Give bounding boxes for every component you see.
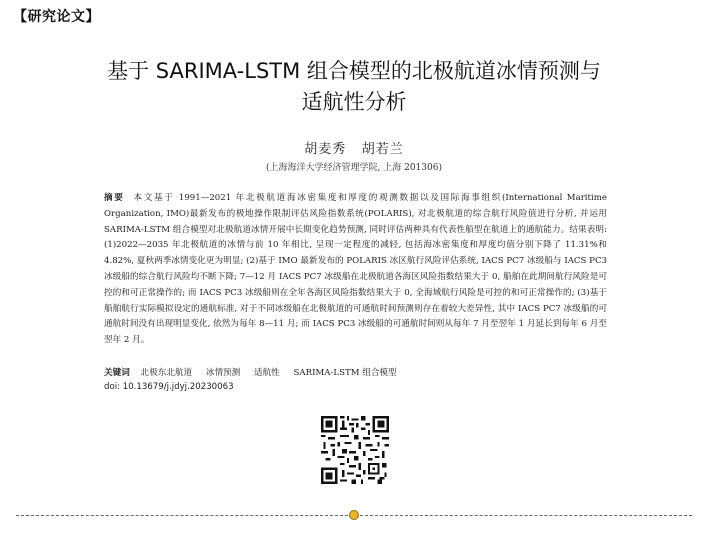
keyword: 适航性 (253, 368, 280, 378)
abstract-text: 本文基于 1991—2021 年北极航道海冰密集度和厚度的观测数据以及国际海事组织(International Maritime Organization, IMO)最新发布的极地操作限制评估风险指数系统(POLARIS), 对北极航道的综合航行风险值进行分析, 并运用 SARIMA-LSTM 组合模型对北极航道冰情开展中长期变化趋势预测, 同时评估两种具有代表性船型在航道上的通航能力。结果表明: (1)2022—2035 年北极航道的冰情与前 10 年相比, 呈现一定程度的减轻, 包括海冰密集度和厚度均值分别下降了 11.31%和 4.82%, 夏秋两季冰情变化更为明显; (2)基于 IMO 最新发布的 POLARIS 冰区航行风险评估系统, IACS PC7 冰级船与 IACS PC3 冰级船的综合航行风险均不断下降; 7—12 月 IACS PC7 冰级船在北极航道各海区风险指数结果大于 0, 船舶在此期间航行风险是可控的和可正常操作的; 而 IACS PC3 冰级船则在全年各海区风险指数结果大于 0, 全海域航行风险是可控的和可正常操作的; (3)基于船舶航行实际模拟设定的通航标准, 对于不同冰级船在北极航道的可通航时间预测则存在着较大差异性, 其中 IACS PC7 冰级船的可通航时间没有出现明显变化, 依然为每年 8—11 月; 而 IACS PC3 冰级船的可通航时间则从每年 7 月至翌年 1 月延长到每年 6 月至翌年 2 月。 (104, 193, 607, 346)
keywords (104, 366, 408, 380)
paper-title (40, 56, 668, 118)
doi: doi: 10.13679/j.jdyj.20230063 (104, 382, 234, 392)
keyword: 冰情预测 (205, 368, 241, 378)
divider-dot (349, 510, 359, 520)
authors: 胡麦秀 胡若兰 (304, 142, 404, 157)
paper-title-line1: 基于 SARIMA-LSTM 组合模型的北极航道冰情预测与 (107, 59, 601, 83)
abstract-label: 摘要 (104, 193, 125, 203)
affiliation: (上海海洋大学经济管理学院, 上海 201306) (266, 163, 442, 173)
abstract (104, 191, 607, 349)
section-tag: 【研究论文】 (13, 9, 100, 25)
qr-code-icon[interactable] (321, 416, 389, 484)
keywords-label: 关键词 (104, 368, 130, 378)
keyword: 北极东北航道 (140, 368, 193, 378)
keyword: SARIMA-LSTM 组合模型 (293, 368, 397, 378)
paper-title-line2: 适航性分析 (301, 90, 407, 114)
